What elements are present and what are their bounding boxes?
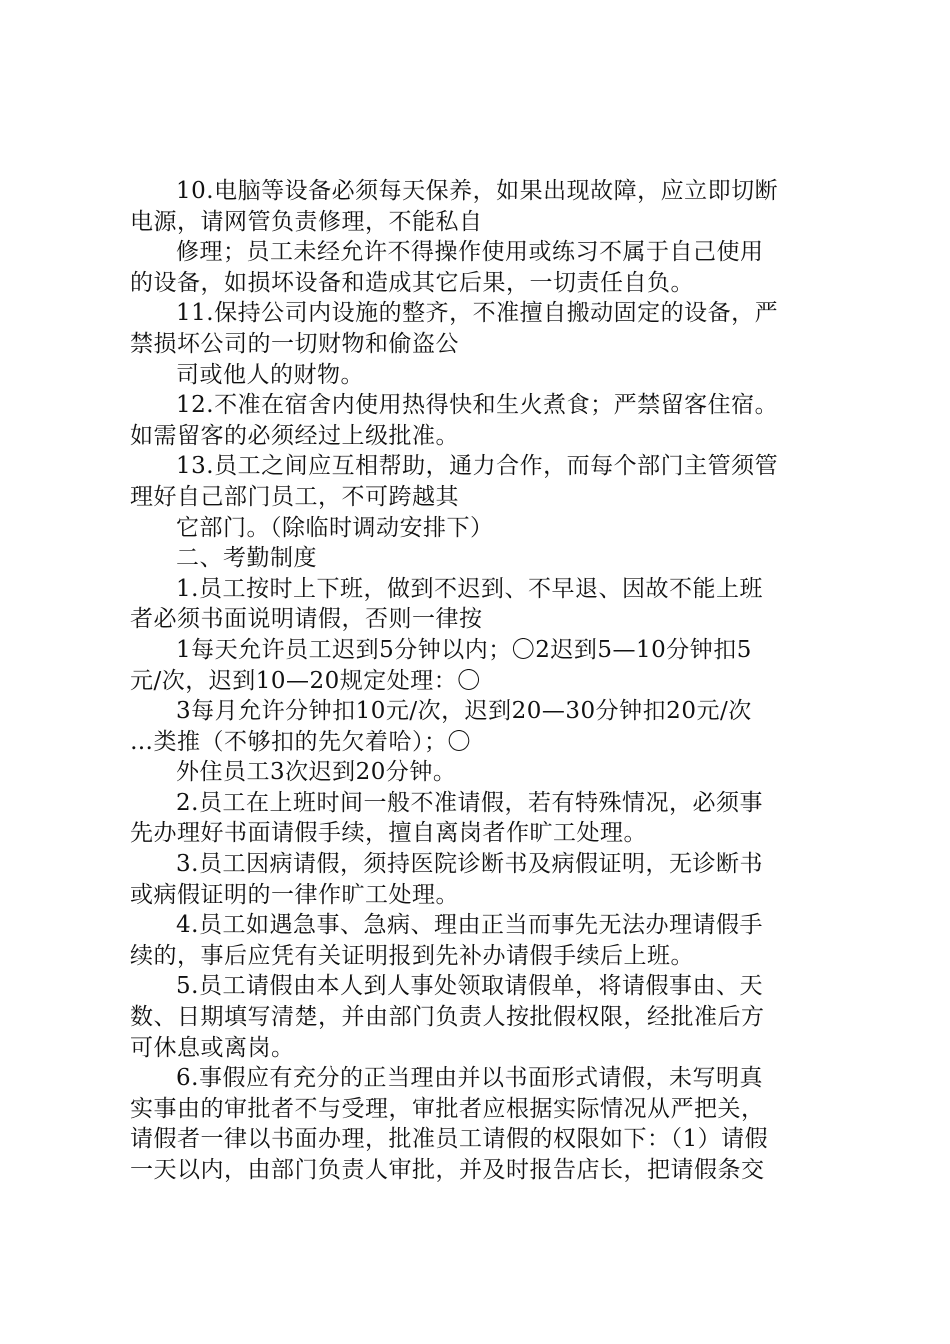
text-line: 禁损坏公司的一切财物和偷盗公 <box>130 330 459 357</box>
text-line: 11.保持公司内设施的整齐，不准擅自搬动固定的设备，严 <box>176 300 779 327</box>
text-line: 它部门。（除临时调动安排下） <box>176 514 494 541</box>
text-line: 4.员工如遇急事、急病、理由正当而事先无法办理请假手 <box>176 912 763 939</box>
text-line: 10.电脑等设备必须每天保养，如果出现故障，应立即切断 <box>176 178 779 204</box>
text-line: 实事由的审批者不与受理，审批者应根据实际情况从严把关， <box>130 1095 765 1122</box>
text-line: 12.不准在宿舍内使用热得快和生火煮食；严禁留客住宿。 <box>176 392 779 419</box>
text-line: 如需留客的必须经过上级批准。 <box>130 422 459 449</box>
text-line: 理好自己部门员工，不可跨越其 <box>130 483 459 510</box>
text-line: 电源，请网管负责修理，不能私自 <box>130 208 483 235</box>
text-line: 13.员工之间应互相帮助，通力合作，而每个部门主管须管 <box>176 453 779 480</box>
text-line: 或病假证明的一律作旷工处理。 <box>130 881 459 908</box>
text-line: 1.员工按时上下班，做到不迟到、不早退、因故不能上班 <box>176 575 763 602</box>
text-line: 3.员工因病请假，须持医院诊断书及病假证明，无诊断书 <box>176 851 763 878</box>
text-line: 一天以内，由部门负责人审批，并及时报告店长，把请假条交 <box>130 1157 765 1183</box>
text-line: 3每月允许分钟扣10元/次，迟到20—30分钟扣20元/次 <box>176 698 752 725</box>
text-line: 可休息或离岗。 <box>130 1034 295 1061</box>
text-line: 修理；员工未经允许不得操作使用或练习不属于自己使用 <box>176 239 764 266</box>
text-line: 1每天允许员工迟到5分钟以内；〇2迟到5—10分钟扣5 <box>176 636 752 663</box>
text-line: 司或他人的财物。 <box>176 361 364 388</box>
text-line: 续的，事后应凭有关证明报到先补办请假手续后上班。 <box>130 942 694 969</box>
text-line: 请假者一律以书面办理，批准员工请假的权限如下：（1）请假 <box>130 1126 769 1153</box>
section-heading: 二、考勤制度 <box>176 545 317 572</box>
text-line: 者必须书面说明请假，否则一律按 <box>130 606 483 633</box>
text-line: 2.员工在上班时间一般不准请假，若有特殊情况，必须事 <box>176 789 763 816</box>
text-line: 外住员工3次迟到20分钟。 <box>176 759 457 786</box>
text-line: …类推（不够扣的先欠着哈）；〇 <box>130 728 471 755</box>
text-line: 数、日期填写清楚，并由部门负责人按批假权限，经批准后方 <box>130 1004 765 1031</box>
text-line: 5.员工请假由本人到人事处领取请假单，将请假事由、天 <box>176 973 763 1000</box>
text-line: 先办理好书面请假手续，擅自离岗者作旷工处理。 <box>130 820 647 847</box>
text-line: 的设备，如损坏设备和造成其它后果，一切责任自负。 <box>130 269 694 296</box>
text-line: 元/次，迟到10—20规定处理：〇 <box>130 667 481 694</box>
text-line: 6.事假应有充分的正当理由并以书面形式请假，未写明真 <box>176 1065 763 1092</box>
document-body <box>130 176 830 1186</box>
